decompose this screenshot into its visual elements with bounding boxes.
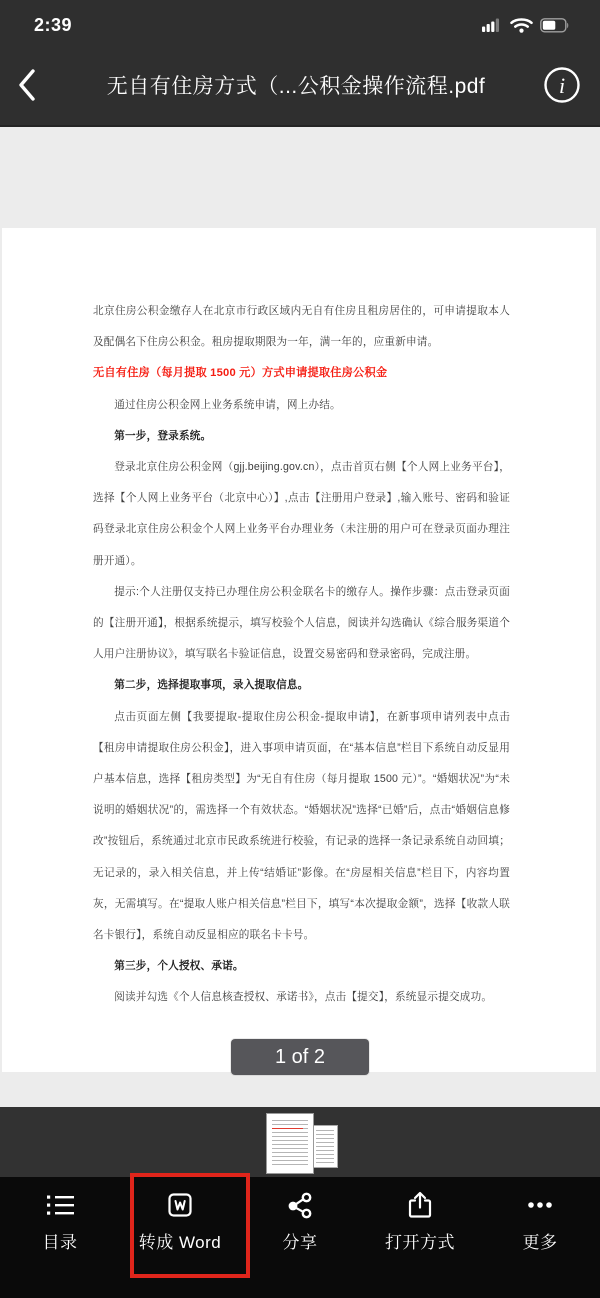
thumbnail-red-heading-line xyxy=(272,1128,303,1129)
pdf-content-area[interactable] xyxy=(0,127,600,1107)
toolbar-item-convert-word[interactable] xyxy=(120,1177,240,1253)
step-2-heading: 第二步，选择提取事项，录入提取信息。 xyxy=(114,679,309,692)
status-bar xyxy=(0,0,600,44)
toolbar-item-more[interactable] xyxy=(480,1177,600,1253)
wifi-icon xyxy=(510,18,533,33)
chevron-left-icon xyxy=(16,66,38,104)
step-3-heading: 第三步，个人授权、承诺。 xyxy=(114,960,244,973)
page-2-thumbnail[interactable] xyxy=(312,1125,338,1168)
paragraph: 提示:个人注册仅支持已办理住房公积金联名卡的缴存人。操作步骤：点击登录页面的【注册开通】，根据系统提示，填写校验个人信息，阅读并勾选确认《综合服务渠道个人用户注册协议》，填写联名卡验证信息，设置交易密码和登录密码，完成注册。 xyxy=(93,585,510,661)
toolbar-label: 目录 xyxy=(42,1233,78,1252)
status-time: 2:39 xyxy=(34,14,73,35)
toc-list-icon xyxy=(44,1190,76,1220)
thumbnail-text-lines xyxy=(316,1130,334,1163)
nav-bar xyxy=(0,44,600,125)
page-indicator-badge: 1 of 2 xyxy=(231,1039,369,1075)
open-with-icon xyxy=(405,1190,435,1220)
toolbar-item-open-with[interactable] xyxy=(360,1177,480,1253)
battery-icon xyxy=(540,18,570,33)
red-heading: 无自有住房（每月提取 1500 元）方式申请提取住房公积金 xyxy=(93,367,388,380)
toolbar-label: 转成 Word xyxy=(138,1233,222,1252)
pdf-page-1 xyxy=(2,228,596,1072)
document-title: 无自有住房方式（...公积金操作流程.pdf xyxy=(106,74,486,98)
top-bar xyxy=(0,0,600,127)
info-circle-icon xyxy=(542,65,582,105)
bottom-toolbar xyxy=(0,1177,600,1298)
more-dots-icon xyxy=(523,1190,557,1220)
page-1-thumbnail[interactable] xyxy=(266,1113,314,1174)
cellular-signal-icon xyxy=(482,18,503,32)
word-convert-icon xyxy=(165,1190,195,1220)
toolbar-item-share[interactable] xyxy=(240,1177,360,1253)
step-1-heading: 第一步，登录系统。 xyxy=(114,429,212,442)
paragraph: 点击页面左侧【我要提取-提取住房公积金-提取申请】，在新事项申请列表中点击【租房申请提取住房公积金】，进入事项申请页面，在“基本信息”栏目下系统自动反显用户基本信息，选择【租房类型】为“无自有住房（每月提取 1500 元）”。“婚姻状况”为“未说明的婚姻状况”的，需选择一个有效状态。“婚姻状况”选择“已婚”后，点击“婚姻信息修改”按钮后，系统通过北京市民政系统进行校验，有记录的选择一条记录系统自动回填；无记录的，录入相关信息，并上传“结婚证”影像。在“房屋相关信息”栏目下，内容均置灰，无需填写。在“提取人账户相关信息”栏目下，填写“本次提取金额”，选择【收款人联名卡银行】，系统自动反显相应的联名卡卡号。 xyxy=(93,710,510,942)
toolbar-label: 更多 xyxy=(522,1233,558,1252)
document-body xyxy=(2,228,596,1014)
paragraph: 北京住房公积金缴存人在北京市行政区域内无自有住房且租房居住的，可申请提取本人及配偶名下住房公积金。租房提取期限为一年，满一年的，应重新申请。 xyxy=(93,305,510,349)
thumbnail-text-lines xyxy=(272,1120,308,1167)
share-nodes-icon xyxy=(285,1190,315,1220)
paragraph: 通过住房公积金网上业务系统申请，网上办结。 xyxy=(114,398,341,411)
back-button[interactable] xyxy=(16,63,52,107)
status-icons xyxy=(482,12,570,33)
info-button[interactable] xyxy=(540,63,584,107)
svg-text:i: i xyxy=(558,72,566,98)
thumbnail-strip xyxy=(0,1107,600,1177)
toolbar-label: 打开方式 xyxy=(385,1233,455,1252)
toolbar-label: 分享 xyxy=(282,1233,318,1252)
paragraph: 登录北京住房公积金网（gjj.beijing.gov.cn），点击首页右侧【个人网上业务平台】，选择【个人网上业务平台（北京中心）】,点击【注册用户登录】,输入账号、密码和验证码登录北京住房公积金个人网上业务平台办理业务（未注册的用户可在登录页面办理注册开通）。 xyxy=(93,461,510,567)
toolbar-item-toc[interactable] xyxy=(0,1177,120,1253)
paragraph: 阅读并勾选《个人信息核查授权、承诺书》，点击【提交】，系统显示提交成功。 xyxy=(114,991,493,1004)
